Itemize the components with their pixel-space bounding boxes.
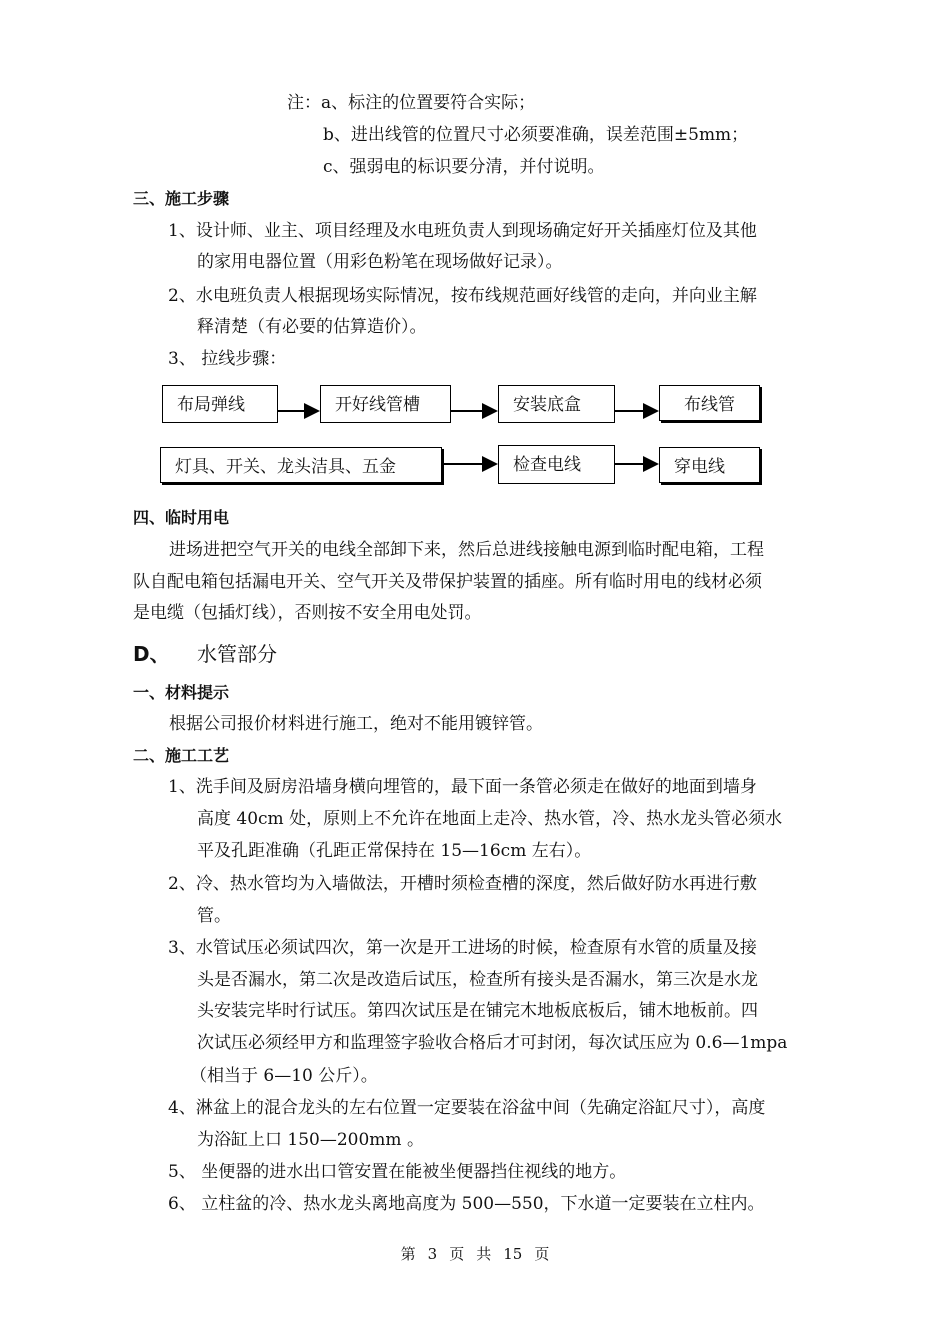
- footer-page-number: 3: [427, 1245, 438, 1263]
- d2-item3-line3: 头安装完毕时行试压。第四次试压是在铺完木地板底板后，铺木地板前。四: [197, 1001, 758, 1021]
- section4-para-line3: 是电缆（包插灯线），否则按不安全用电处罚。: [133, 603, 482, 623]
- flow-step-groove: 开好线管槽: [320, 385, 451, 423]
- footer-ye2: 页: [534, 1245, 550, 1263]
- note-a: 注：a、标注的位置要符合实际；: [287, 93, 536, 113]
- d2-item1-line3: 平及孔距准确（孔距正常保持在 15—16cm 左右）。: [197, 841, 592, 861]
- step2-line1: 2、水电班负责人根据现场实际情况，按布线规范画好线管的走向，并向业主解: [168, 286, 757, 306]
- d2-item4-line2: 为浴缸上口 150—200mm 。: [197, 1130, 424, 1150]
- step1-line2: 的家用电器位置（用彩色粉笔在现场做好记录）。: [197, 252, 563, 272]
- footer-ye1: 页: [449, 1245, 465, 1263]
- d2-item3-line4: 次试压必须经甲方和监理签字验收合格后才可封闭，每次试压应为 0.6—1mpa: [197, 1033, 788, 1053]
- flow-arrows: [0, 0, 950, 500]
- d2-title: 二、施工工艺: [133, 746, 230, 765]
- footer-gong: 共: [476, 1245, 492, 1263]
- section4-para-line1: 进场进把空气开关的电线全部卸下来，然后总进线接触电源到临时配电箱，工程: [169, 540, 764, 560]
- note-b: b、进出线管的位置尺寸必须要准确，误差范围±5mm；: [323, 125, 749, 145]
- flow-step-layout: 布局弹线: [162, 385, 278, 423]
- d2-item2-line1: 2、冷、热水管均为入墙做法，开槽时须检查槽的深度，然后做好防水再进行敷: [168, 874, 757, 894]
- d1-title: 一、材料提示: [133, 683, 230, 702]
- sectionD-label: D、: [133, 642, 170, 666]
- d2-item1-line1: 1、洗手间及厨房沿墙身横向埋管的，最下面一条管必须走在做好的地面到墙身: [168, 777, 757, 797]
- d2-item1-line2: 高度 40cm 处，原则上不允许在地面上走冷、热水管，冷、热水龙头管必须水: [197, 809, 783, 829]
- d2-item4-line1: 4、淋盆上的混合龙头的左右位置一定要装在浴盆中间（先确定浴缸尺寸），高度: [168, 1098, 766, 1118]
- d2-item3-line2: 头是否漏水，第二次是改造后试压，检查所有接头是否漏水，第三次是水龙: [197, 970, 758, 990]
- step1-line1: 1、设计师、业主、项目经理及水电班负责人到现场确定好开关插座灯位及其他: [168, 221, 757, 241]
- d2-item5: 5、 坐便器的进水出口管安置在能被坐便器挡住视线的地方。: [168, 1162, 627, 1182]
- note-c: c、强弱电的标识要分清，并付说明。: [323, 157, 605, 177]
- d1-text: 根据公司报价材料进行施工，绝对不能用镀锌管。: [169, 714, 543, 734]
- d2-item3-line5: （相当于 6—10 公斤）。: [190, 1066, 378, 1086]
- d2-item2-line2: 管。: [197, 906, 231, 926]
- section4-para-line2: 队自配电箱包括漏电开关、空气开关及带保护装置的插座。所有临时用电的线材必须: [133, 572, 762, 592]
- step3-heading: 3、 拉线步骤：: [168, 349, 287, 369]
- d2-item6: 6、 立柱盆的冷、热水龙头离地高度为 500—550，下水道一定要装在立柱内。: [168, 1194, 765, 1214]
- flow-step-boxes: 安装底盒: [498, 385, 615, 423]
- sectionD-title: 水管部分: [197, 642, 277, 666]
- page-footer: [0, 1243, 950, 1264]
- flow-step-wire: 穿电线: [659, 447, 760, 483]
- section3-title: 三、施工步骤: [133, 189, 230, 208]
- flow-step-fixtures: 灯具、开关、龙头洁具、五金: [160, 447, 442, 483]
- step2-line2: 释清楚（有必要的估算造价）。: [197, 317, 427, 337]
- flow-step-check: 检查电线: [498, 445, 615, 484]
- section4-title: 四、临时用电: [133, 508, 230, 527]
- footer-total-pages: 15: [503, 1245, 523, 1263]
- footer-di: 第: [400, 1245, 416, 1263]
- flow-step-conduit: 布线管: [659, 385, 760, 421]
- d2-item3-line1: 3、水管试压必须试四次，第一次是开工进场的时候，检查原有水管的质量及接: [168, 938, 757, 958]
